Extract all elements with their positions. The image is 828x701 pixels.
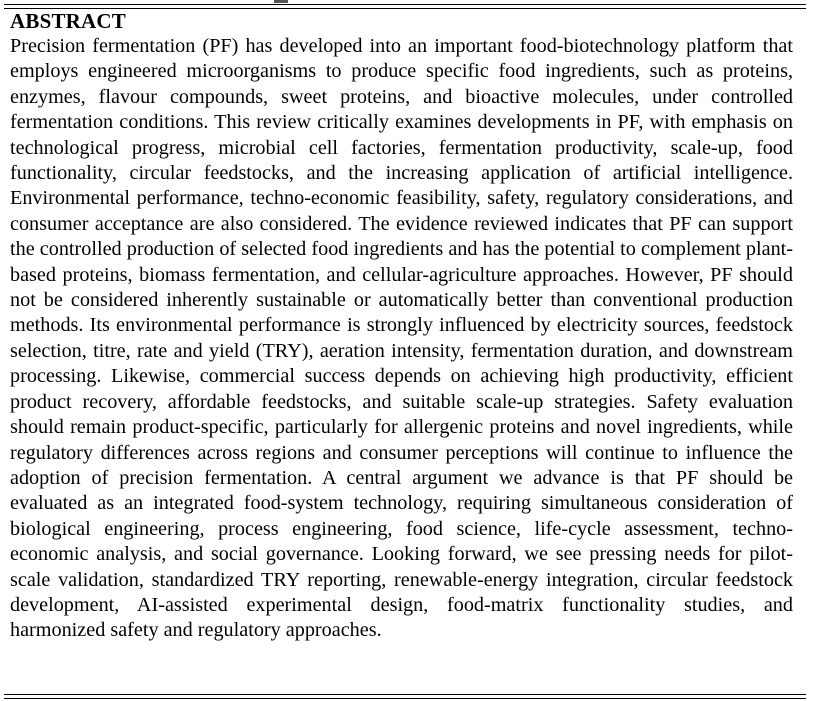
top-rule — [4, 4, 806, 5]
abstract-heading: ABSTRACT — [10, 9, 126, 33]
bottom-rule — [4, 694, 806, 695]
cropped-mark — [274, 0, 288, 3]
abstract-body: Precision fermentation (PF) has developed into an important food-biotechnology platform that employs engineered microorganisms to produce specific food ingredients, such as proteins, enzymes, flavour compounds, sweet proteins, and bioactive molecules, under controlled fermentation conditions. This review critically examines developments in PF, with emphasis on technological progress, microbial cell factories, fermentation productivity, scale-up, food functionality, circular feedstocks, and the increasing application of artificial intelligence. Environmental performance, techno-economic feasibility, safety, regulatory considerations, and consumer acceptance are also considered. The evidence reviewed indicates that PF can support the controlled production of selected food ingredients and has the potential to complement plant-based proteins, biomass fermentation, and cellular-agriculture approaches. However, PF should not be considered inherently sustainable or automatically better than conventional production methods. Its environmental performance is strongly influenced by electricity sources, feedstock selection, titre, rate and yield (TRY), aeration intensity, fermentation duration, and downstream processing. Likewise, commercial success depends on achieving high productivity, efficient product recovery, affordable feedstocks, and suitable scale-up strategies. Safety evaluation should remain product-specific, particularly for allergenic proteins and novel ingredients, while regulatory differences across regions and consumer perceptions will continue to influence the adoption of precision fermentation. A central argument we advance is that PF should be evaluated as an integrated food-system technology, requiring simultaneous consideration of biological engineering, process engineering, food science, life-cycle assessment, techno-economic analysis, and social governance. Looking forward, we see pressing needs for pilot-scale validation, standardized TRY reporting, renewable-energy integration, circular feedstock development, AI-assisted experimental design, food-matrix functionality studies, and harmonized safety and regulatory approaches. — [10, 35, 793, 642]
bottom-rule-outer — [4, 698, 806, 699]
abstract-section — [10, 10, 793, 644]
